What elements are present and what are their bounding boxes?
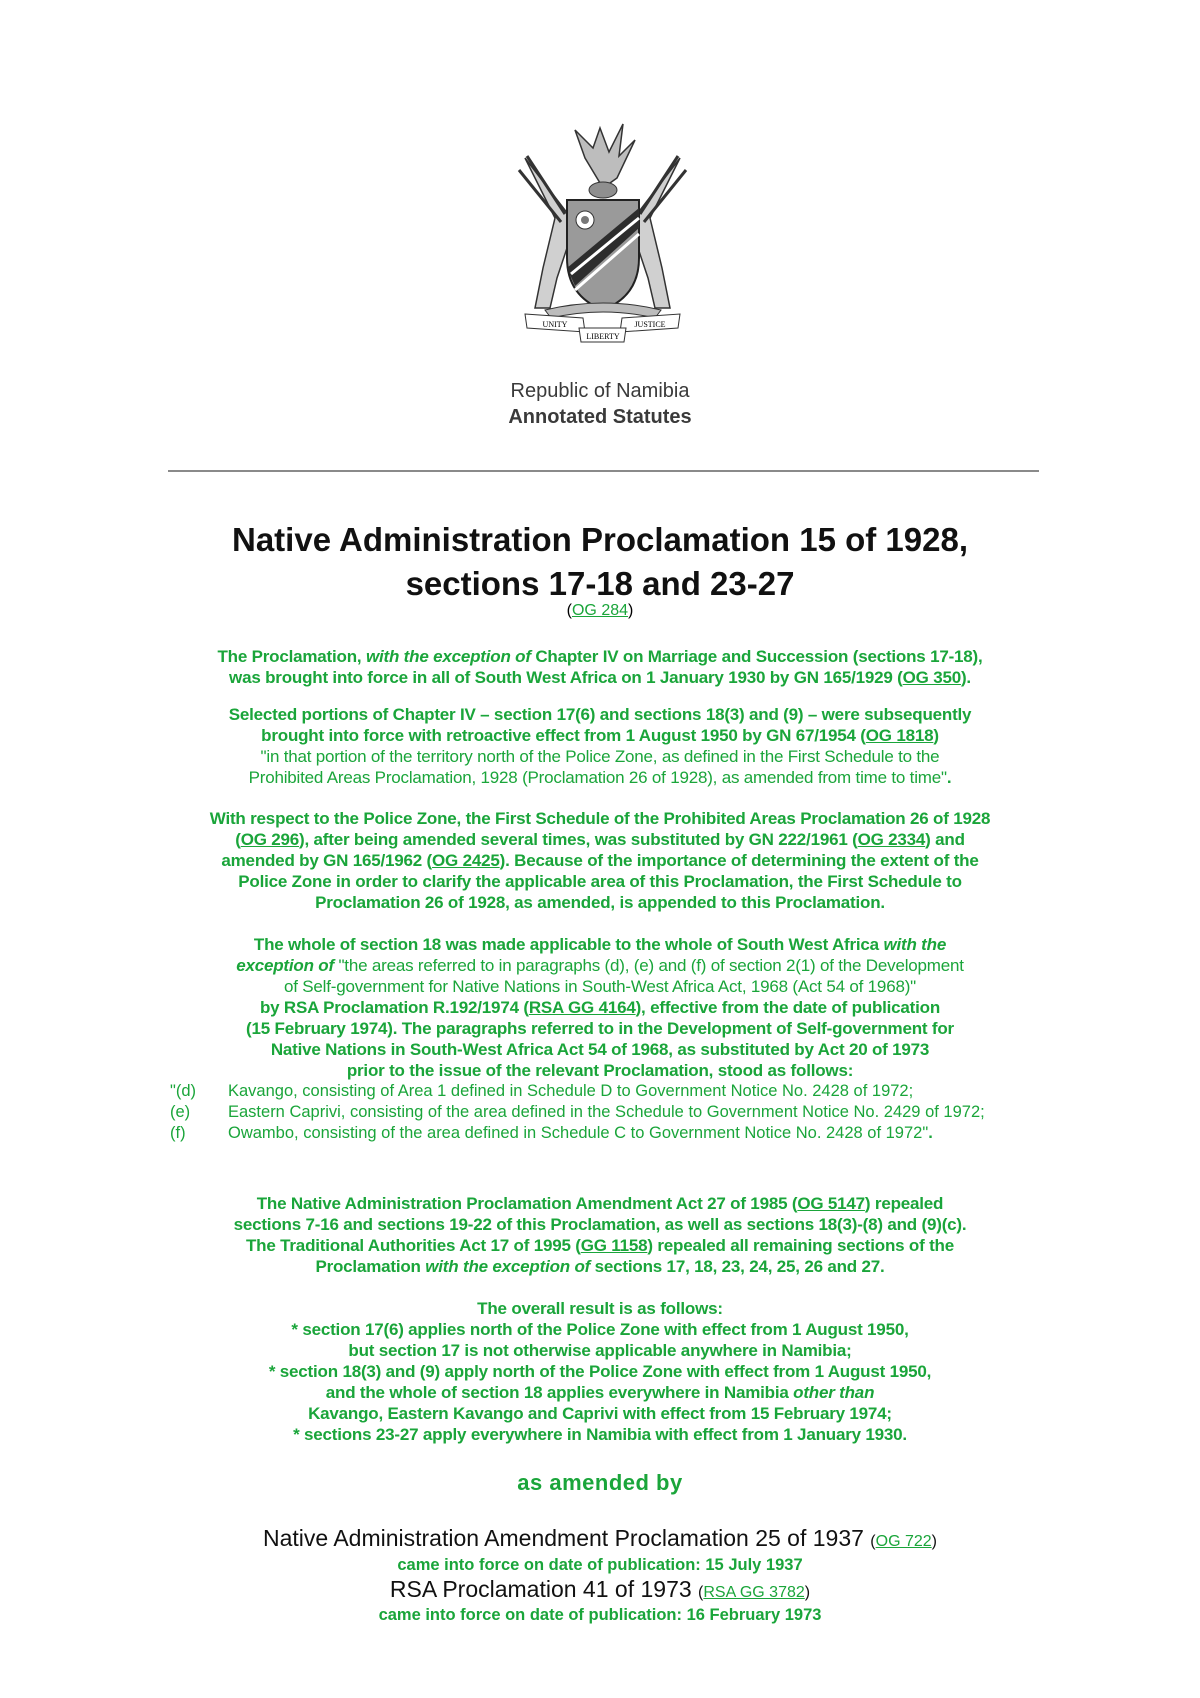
p5-text-c2: ) repealed all remaining sections of the (647, 1236, 954, 1255)
list-item (170, 1102, 1040, 1123)
list-item (170, 1081, 1040, 1102)
p3-text-b1: ( (235, 830, 241, 849)
p2-text-e: Prohibited Areas Proclamation, 1928 (Proclamation 26 of 1928), as amended from time to time" (248, 768, 947, 787)
p6-text-e1: and the whole of section 18 applies everywhere in Namibia (325, 1383, 794, 1402)
p2-text-b: brought into force with retroactive effect from 1 August 1950 by GN 67/1954 ( (261, 726, 866, 745)
p4-text-e: (15 February 1974). The paragraphs referred to in the Development of Self-government for (246, 1019, 954, 1038)
page-title (100, 518, 1100, 606)
def-key: (e) (170, 1103, 191, 1121)
p4-text-g: prior to the issue of the relevant Proclamation, stood as follows: (346, 1061, 854, 1080)
def-key: "(d) (170, 1082, 197, 1100)
title-line-1: Native Administration Proclamation 15 of 1928, (232, 521, 968, 558)
p2-text-d: "in that portion of the territory north of the Police Zone, as defined in the First Schedule to the (260, 747, 940, 766)
def-text: Eastern Caprivi, consisting of the area defined in the Schedule to Government Notice No. 2429 of 1972; (228, 1103, 985, 1121)
amendment-1-note: came into force on date of publication: 15 July 1937 (397, 1556, 803, 1574)
og-2425-link[interactable]: OG 2425 (432, 851, 500, 870)
p3-text-b3: ) and (925, 830, 965, 849)
motto-justice: JUSTICE (634, 320, 666, 329)
p6-text-g: * sections 23-27 apply everywhere in Namibia with effect from 1 January 1930. (293, 1425, 907, 1444)
p6-text-f: Kavango, Eastern Kavango and Caprivi with effect from 15 February 1974; (308, 1404, 892, 1423)
motto-unity: UNITY (542, 320, 568, 329)
paragraph-section-18 (150, 934, 1050, 1081)
p1-text-c: Chapter IV on Marriage and Succession (sections 17-18), (530, 647, 983, 666)
p2-text-a: Selected portions of Chapter IV – section 17(6) and sections 18(3) and (9) – were subsequently (228, 705, 972, 724)
rsa-gg-3782-link[interactable]: RSA GG 3782 (703, 1584, 805, 1601)
paragraph-definitions (170, 1081, 1040, 1144)
paragraph-commencement (150, 646, 1050, 688)
p1-text-d: was brought into force in all of South West Africa on 1 January 1930 by GN 165/1929 ( (229, 668, 903, 687)
p4-text-a1: The whole of section 18 was made applicable to the whole of South West Africa (253, 935, 884, 954)
gg-1158-link[interactable]: GG 1158 (580, 1236, 648, 1255)
def-text: Owambo, consisting of the area defined in Schedule C to Government Notice No. 2428 of 1972" (228, 1124, 929, 1142)
p6-text-a: The overall result is as follows: (477, 1299, 723, 1318)
p1-text-a: The Proclamation, (217, 647, 366, 666)
og-296-link[interactable]: OG 296 (240, 830, 300, 849)
p6-text-d: * section 18(3) and (9) apply north of the Police Zone with effect from 1 August 1950, (268, 1362, 932, 1381)
p1-text-e: ). (960, 668, 971, 687)
p5-text-b: sections 7-16 and sections 19-22 of this Proclamation, as well as sections 18(3)-(8) and (9)(c). (233, 1215, 967, 1234)
og-350-link[interactable]: OG 350 (902, 668, 961, 687)
p5-text-a2: ) repealed (864, 1194, 944, 1213)
p2-text-c: ) (933, 726, 939, 745)
def-end: . (928, 1124, 933, 1142)
motto-liberty: LIBERTY (586, 332, 620, 341)
paragraph-repeals (150, 1193, 1050, 1277)
p5-text-d1: Proclamation (315, 1257, 426, 1276)
p6-text-c: but section 17 is not otherwise applicable anywhere in Namibia; (348, 1341, 852, 1360)
p4-text-c: of Self-government for Native Nations in South-West Africa Act, 1968 (Act 54 of 1968)" (283, 977, 916, 996)
og-722-link[interactable]: OG 722 (875, 1533, 932, 1550)
p3-text-c2: ). Because of the importance of determining the extent of the (499, 851, 979, 870)
p3-text-b2: ), after being amended several times, was substituted by GN 222/1961 ( (299, 830, 858, 849)
p6-text-b: * section 17(6) applies north of the Police Zone with effect from 1 August 1950, (291, 1320, 909, 1339)
amendment-title: RSA Proclamation 41 of 1973 (RSA GG 3782) (389, 1576, 811, 1602)
p2-text-f: . (946, 768, 952, 787)
series-name: Annotated Statutes (508, 406, 692, 428)
p5-text-a1: The Native Administration Proclamation Amendment Act 27 of 1985 ( (256, 1194, 798, 1213)
amendment-2-note: came into force on date of publication: 16 February 1973 (378, 1606, 822, 1624)
amendment-2-title: RSA Proclamation 41 of 1973 (389, 1576, 692, 1602)
title-gazette: (OG 284) (566, 602, 634, 619)
def-key: (f) (170, 1124, 186, 1142)
def-text: Kavango, consisting of Area 1 defined in Schedule D to Government Notice No. 2428 of 1972; (228, 1082, 914, 1100)
p3-text-a: With respect to the Police Zone, the First Schedule of the Prohibited Areas Proclamation 26 of 1928 (209, 809, 991, 828)
paragraph-overall-result (150, 1298, 1050, 1445)
p4-text-d2: ), effective from the date of publication (635, 998, 941, 1017)
og-1818-link[interactable]: OG 1818 (865, 726, 934, 745)
amendment-title: Native Administration Amendment Proclamation 25 of 1937 (OG 722) (263, 1525, 937, 1551)
og-2334-link[interactable]: OG 2334 (857, 830, 926, 849)
coat-of-arms-icon (505, 118, 700, 346)
p5-text-d3: sections 17, 18, 23, 24, 25, 26 and 27. (590, 1257, 885, 1276)
list-item (170, 1123, 1040, 1144)
p1-text-b: with the exception of (365, 647, 531, 666)
header-divider (168, 470, 1039, 472)
p3-text-d: Police Zone in order to clarify the applicable area of this Proclamation, the First Schedule to (238, 872, 962, 891)
paragraph-police-zone (150, 808, 1050, 913)
p4-text-b2: "the areas referred to in paragraphs (d), (e) and (f) of section 2(1) of the Development (333, 956, 964, 975)
country-name: Republic of Namibia (510, 380, 690, 402)
amendment-1-title: Native Administration Amendment Proclamation 25 of 1937 (263, 1525, 864, 1551)
p4-text-d1: by RSA Proclamation R.192/1974 ( (259, 998, 529, 1017)
paragraph-chapter-iv (150, 704, 1050, 788)
p6-text-e2: other than (793, 1383, 875, 1402)
og-5147-link[interactable]: OG 5147 (797, 1194, 865, 1213)
p4-text-b1: exception of (236, 956, 334, 975)
p5-text-c1: The Traditional Authorities Act 17 of 1995 ( (246, 1236, 581, 1255)
p3-text-c1: amended by GN 165/1962 ( (221, 851, 433, 870)
p4-text-f: Native Nations in South-West Africa Act 54 of 1968, as substituted by Act 20 of 1973 (270, 1040, 930, 1059)
title-line-2: sections 17-18 and 23-27 (405, 565, 795, 602)
rsa-gg-4164-link[interactable]: RSA GG 4164 (528, 998, 636, 1017)
og-284-link[interactable]: OG 284 (571, 602, 629, 619)
p3-text-e: Proclamation 26 of 1928, as amended, is appended to this Proclamation. (315, 893, 885, 912)
document-header (0, 378, 1200, 430)
p4-text-a2: with the (883, 935, 947, 954)
p5-text-d2: with the exception of (425, 1257, 591, 1276)
amended-by-label: as amended by (517, 1470, 683, 1495)
